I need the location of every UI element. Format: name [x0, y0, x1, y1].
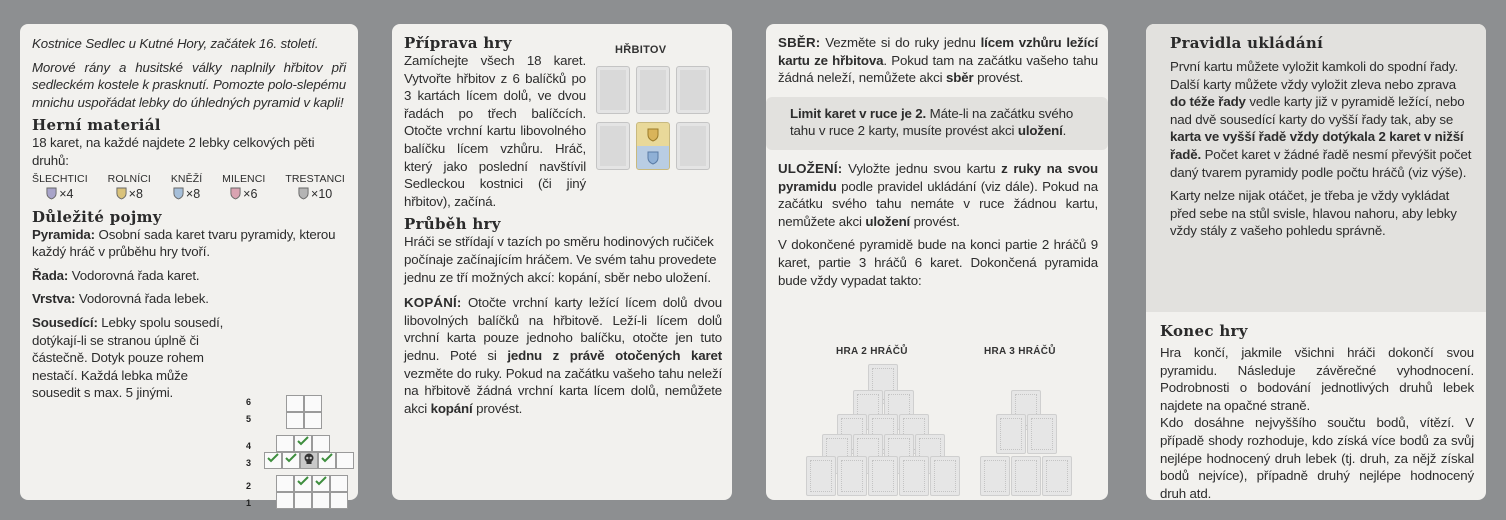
- flow-heading: Průběh hry: [404, 215, 501, 234]
- pyramid-card: [837, 456, 867, 496]
- pyramid-cell: [304, 412, 322, 429]
- hand-limit-box: [766, 97, 1108, 150]
- pyramid-cell: [294, 475, 312, 492]
- term-item: Pyramida: Osobní sada karet tvaru pyramidy, kterou každý hráč v průběhu hry tvoří.: [32, 226, 336, 260]
- pyramid-card: [930, 456, 960, 496]
- layer-number: 4: [246, 441, 252, 451]
- shield-icon: [46, 187, 57, 200]
- pyramid-cell: [330, 492, 348, 509]
- rules-panel: [1146, 24, 1486, 500]
- component-count: ×6: [230, 186, 257, 202]
- pyramid-cell: [312, 475, 330, 492]
- cemetery-grid: [596, 66, 710, 170]
- store-action: ULOŽENÍ: Vyložte jednu svou kartu z ruky na svou pyramidu podle pravidel ukládání (viz dále). Pokud na začátku svého tahu nemáte v ruce žádnou kartu, nemůžete akci uložení provést.: [778, 160, 1098, 229]
- shield-icon: [116, 187, 127, 200]
- cemetery-deck: [596, 66, 630, 114]
- check-icon: [315, 476, 327, 486]
- component-item: [171, 173, 202, 202]
- shield-icon: [647, 151, 659, 165]
- pyramid-cell: [294, 492, 312, 509]
- check-icon: [297, 476, 309, 486]
- layer-number: 3: [246, 458, 252, 468]
- component-count: ×8: [116, 186, 143, 202]
- cemetery-deck: [676, 122, 710, 170]
- term-item: Vrstva: Vodorovná řada lebek.: [32, 291, 209, 307]
- collect-action: SBĚR: Vezměte si do ruky jednu lícem vzhůru ležící kartu ze hřbitova. Pokud tam na začátku vašeho tahu žádná neleží, nemůžete akci sběr provést.: [778, 35, 1098, 86]
- shield-icon: [173, 187, 184, 200]
- cemetery-deck: [636, 66, 670, 114]
- pyramid-card: [1027, 414, 1057, 454]
- end-heading: Konec hry: [1160, 322, 1248, 340]
- pyramid-card: [806, 456, 836, 496]
- component-item: [222, 173, 265, 202]
- check-icon: [285, 453, 297, 463]
- pyramid-card: [868, 456, 898, 496]
- pyramid-cell: [304, 395, 322, 412]
- placement-rules-box: [1146, 24, 1486, 312]
- component-count: ×8: [173, 186, 200, 202]
- finished-pyramid-text: V dokončené pyramidě bude na konci partie 2 hráčů 9 karet, partie 3 hráčů 6 karet. Dokončená pyramida bude vždy vypadat takto:: [778, 237, 1098, 288]
- intro-panel: [20, 24, 358, 508]
- pyramid-3p-label: HRA 3 HRÁČŮ: [984, 346, 1056, 357]
- layer-number: 5: [246, 414, 252, 424]
- component-item: [285, 173, 345, 202]
- component-item: [32, 173, 88, 202]
- pyramid-cell: [286, 412, 304, 429]
- pyramid-cell: [276, 492, 294, 509]
- component-name: MILENCI: [222, 172, 266, 185]
- component-count: ×10: [298, 186, 332, 202]
- end-tiebreak: Kdo dosáhne nejvyššího součtu bodů, vítězí. V případě shody rozhoduje, kdo získá více bodů za svůj nejlépe hodnocený druh lebek (tj. druh, za nějž získal bodů nejvíce), případně druhý nejlépe hodnocený druh atd.: [1160, 415, 1474, 501]
- end-text: Hra končí, jakmile všichni hráči dokončí svou pyramidu. Následuje závěrečné vyhodnocení. Podrobnosti o bodování jednotlivých druhů lebek najdete na opačné straně.: [1160, 345, 1474, 413]
- check-icon: [267, 453, 279, 463]
- rules-heading: Pravidla ukládání: [1170, 34, 1324, 52]
- rules-text: První kartu můžete vyložit kamkoli do spodní řady. Další karty můžete vždy vyložit zleva nebo zprava do téže řady vedle karty již v pyramidě ležící, nebo nad dvě sousedící karty do vyšší řady tak, aby se karta ve vyšší řadě vždy dotýkala 2 karet v nižší řadě. Počet karet v žádné řadě nesmí převýšit počet daný tvarem pyramidy podle počtu hráčů (viz výše).: [1170, 59, 1472, 180]
- pyramid-cell: [336, 452, 354, 469]
- skull-cell: [300, 452, 318, 469]
- terms-list: [32, 226, 346, 308]
- skull-icon: [303, 453, 315, 465]
- layer-number: 2: [246, 481, 252, 491]
- rules-orientation: Karty nelze nijak otáčet, je třeba je vždy vykládat před sebe na stůl svisle, hlavou nahoru, aby lebky vždy stály z vašeho pohledu správně.: [1170, 188, 1457, 239]
- pyramid-cell: [330, 475, 348, 492]
- components-list: [32, 173, 345, 202]
- cemetery-label: HŘBITOV: [615, 44, 667, 56]
- terms-heading: Důležité pojmy: [32, 207, 162, 226]
- term-item: Řada: Vodorovná řada karet.: [32, 267, 200, 283]
- shield-icon: [647, 128, 659, 142]
- setup-text: Zamíchejte všech 18 karet. Vytvořte hřbitov z 6 balíčků po 3 kartách lícem dolů, ve dvou řadách po třech balíčcích. Otočte vrchní kartu libovolného balíčku lícem vzhůru. Hráč, který jako poslední navštívil Sedleckou kostnici (či jiný hřbitov), začíná.: [404, 53, 586, 209]
- pyramid-cell: [276, 435, 294, 452]
- pyramid-cell: [312, 435, 330, 452]
- component-item: [108, 173, 151, 202]
- pyramid-cell: [264, 452, 282, 469]
- intro-location: Kostnice Sedlec u Kutné Hory, začátek 16. století.: [32, 36, 319, 51]
- check-icon: [321, 453, 333, 463]
- cemetery-deck-face-up: [636, 122, 670, 170]
- pyramid-card: [1042, 456, 1072, 496]
- pyramid-cell: [312, 492, 330, 509]
- dig-action: KOPÁNÍ: Otočte vrchní karty ležící lícem dolů dvou libovolných balíčků na hřbitově. Leží-li lícem dolů vrchní karta pouze jednoho balíčku, otočte jen tuto jednu. Poté si jednu z právě otočených karet vezměte do ruky. Pokud na začátku vašeho tahu neleží na hřbitově žádná vrchní karta lícem dolů, nemůžete akci kopání provést.: [404, 295, 722, 416]
- flow-text: Hráči se střídají v tazích po směru hodinových ručiček počínaje začínajícím hráčem. Ve svém tahu provedete jednu ze tří možných akcí: kopání, sběr nebo uložení.: [404, 234, 717, 285]
- material-text: 18 karet, na každé najdete 2 lebky celkových pěti druhů:: [32, 135, 315, 168]
- pyramid-2p-label: HRA 2 HRÁČŮ: [836, 346, 908, 357]
- pyramid-cell: [318, 452, 336, 469]
- cemetery-deck: [596, 122, 630, 170]
- pyramid-card: [980, 456, 1010, 496]
- pyramid-card: [899, 456, 929, 496]
- pyramid-card: [996, 414, 1026, 454]
- hand-limit-text: Limit karet v ruce je 2. Máte-li na začátku svého tahu v ruce 2 karty, musíte provést akci uložení.: [790, 105, 1074, 139]
- term-adjacent: Sousedící: Lebky spolu sousedí, dotýkají-li se stranou úplně či částečně. Dotyk pouze rohem nestačí. Každá lebka může sousedit s max. 5 jinými.: [32, 314, 224, 401]
- component-name: ŠLECHTICI: [32, 172, 88, 185]
- pyramid-cell: [282, 452, 300, 469]
- check-icon: [297, 436, 309, 446]
- intro-story: Morové rány a husitské války naplnily hřbitov při sedleckém kostele k prasknutí. Pomozte polo-slepému mnichu uspořádat lebky do úhledných pyramid v kapli!: [32, 59, 346, 110]
- component-count: ×4: [46, 186, 73, 202]
- layer-number: 1: [246, 498, 252, 508]
- setup-heading: Příprava hry: [404, 34, 512, 52]
- shield-icon: [230, 187, 241, 200]
- pyramid-cell: [286, 395, 304, 412]
- component-name: ROLNÍCI: [107, 172, 151, 185]
- pyramid-cell: [294, 435, 312, 452]
- shield-icon: [298, 187, 309, 200]
- component-name: TRESTANCI: [285, 172, 345, 185]
- pyramid-cell: [276, 475, 294, 492]
- mini-pyramid-diagram: [246, 397, 346, 508]
- pyramid-card: [1011, 456, 1041, 496]
- cemetery-deck: [676, 66, 710, 114]
- material-heading: Herní materiál: [32, 116, 161, 135]
- component-name: KNĚŽÍ: [170, 172, 203, 185]
- layer-number: 6: [246, 397, 252, 407]
